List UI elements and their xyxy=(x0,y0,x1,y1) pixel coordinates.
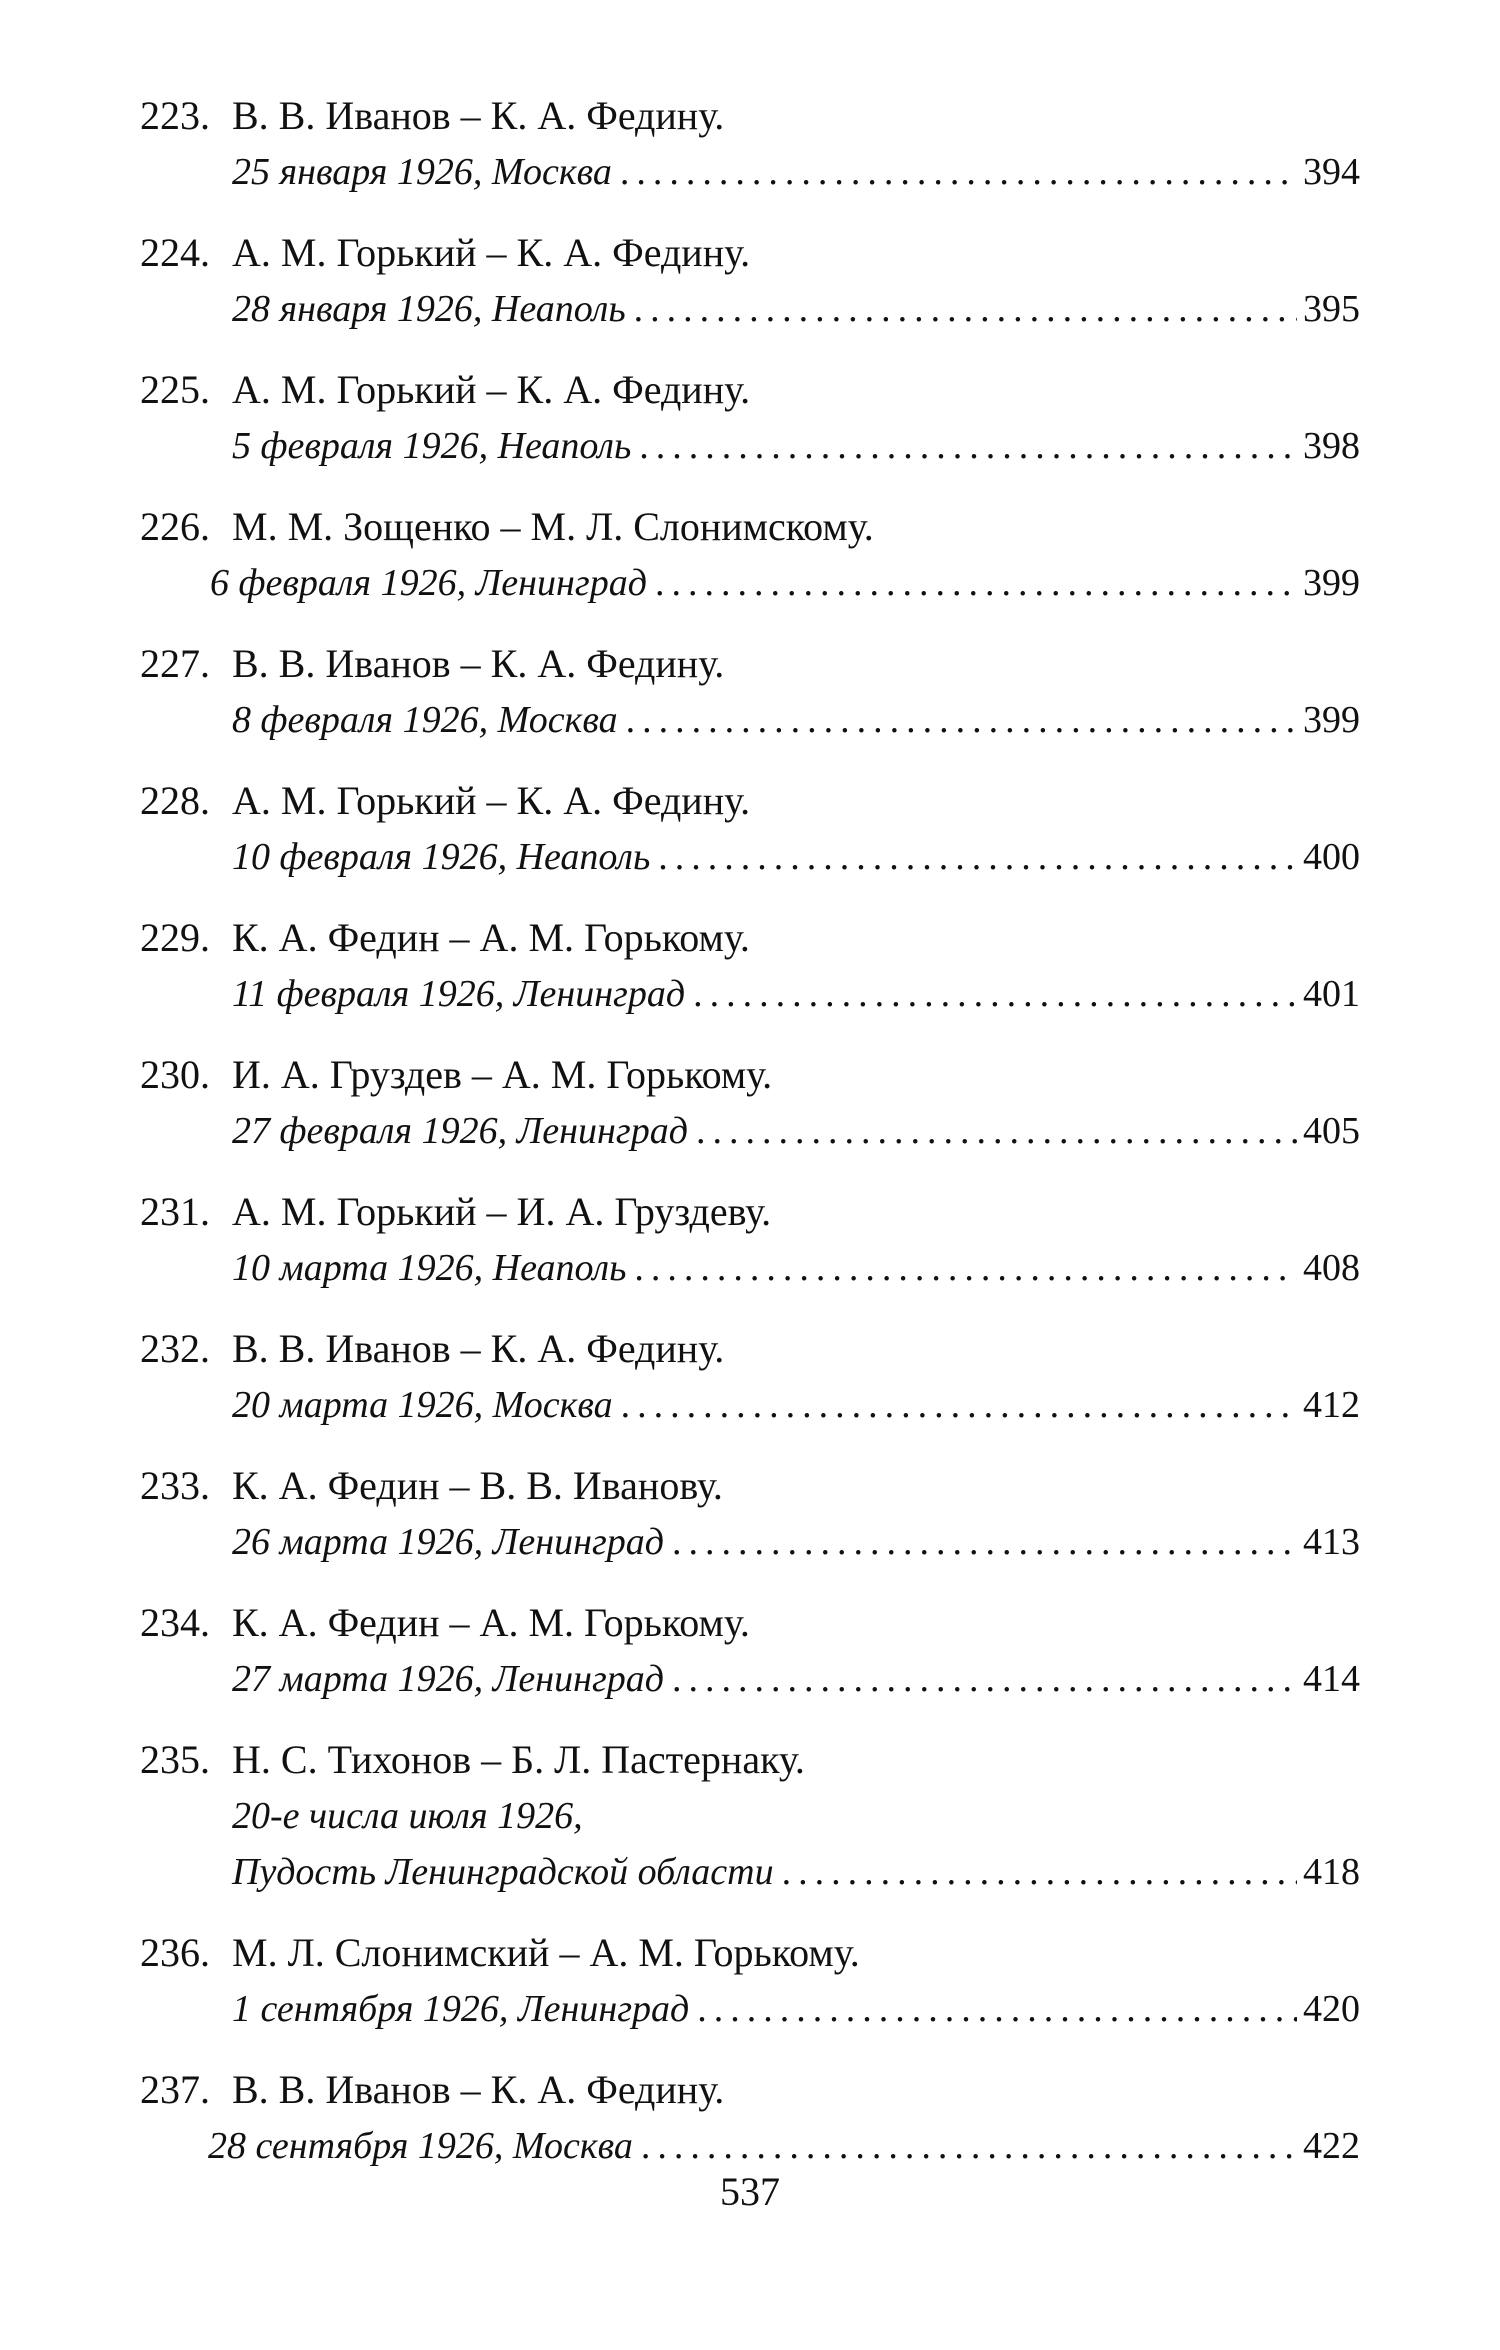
toc-entry-228 xyxy=(140,773,1360,885)
toc-entry-235 xyxy=(140,1732,1360,1900)
entry-date-place: 28 января 1926, Неаполь xyxy=(232,288,626,330)
toc-entry-234 xyxy=(140,1595,1360,1707)
entry-title: Н. С. Тихонов – Б. Л. Пастернаку. xyxy=(232,1737,805,1782)
entry-page: 399 xyxy=(1303,699,1360,741)
entry-title: М. М. Зощенко – М. Л. Слонимскому. xyxy=(232,504,874,549)
entry-number: 223. xyxy=(140,93,210,138)
entry-page: 418 xyxy=(1303,1851,1360,1893)
leader-dots xyxy=(621,1377,1297,1433)
toc-entry-230 xyxy=(140,1047,1360,1159)
toc-entry-226 xyxy=(140,499,1360,611)
entry-number: 230. xyxy=(140,1052,210,1097)
leader-dots xyxy=(672,1651,1297,1707)
entry-date-place: 20 марта 1926, Москва xyxy=(232,1384,613,1426)
toc-entry-229 xyxy=(140,910,1360,1022)
entry-page: 398 xyxy=(1303,425,1360,467)
entry-number: 234. xyxy=(140,1600,210,1645)
entry-number: 228. xyxy=(140,778,210,823)
leader-dots xyxy=(639,418,1297,474)
page-number: 537 xyxy=(720,2169,780,2214)
entry-title: В. В. Иванов – К. А. Федину. xyxy=(232,1326,725,1371)
entry-page: 412 xyxy=(1303,1384,1360,1426)
entry-page: 400 xyxy=(1303,836,1360,878)
entry-title: И. А. Груздев – А. М. Горькому. xyxy=(232,1052,773,1097)
entry-number: 225. xyxy=(140,367,210,412)
entry-title: А. М. Горький – И. А. Груздеву. xyxy=(232,1189,772,1234)
toc-entry-231 xyxy=(140,1184,1360,1296)
entry-title: М. Л. Слонимский – А. М. Горькому. xyxy=(232,1930,860,1975)
entry-number: 227. xyxy=(140,641,210,686)
leader-dots xyxy=(658,829,1297,885)
entry-title: А. М. Горький – К. А. Федину. xyxy=(232,230,751,275)
entry-number: 232. xyxy=(140,1326,210,1371)
entry-date-place: 5 февраля 1926, Неаполь xyxy=(232,425,632,467)
entry-date-place: 8 февраля 1926, Москва xyxy=(232,699,618,741)
toc-entry-237 xyxy=(140,2062,1360,2174)
entry-page: 395 xyxy=(1303,288,1360,330)
toc-entry-236 xyxy=(140,1925,1360,2037)
entry-title: В. В. Иванов – К. А. Федину. xyxy=(232,2067,725,2112)
entry-title: В. В. Иванов – К. А. Федину. xyxy=(232,93,725,138)
entry-title: К. А. Федин – А. М. Горькому. xyxy=(232,915,750,960)
entry-date-line: 20-е числа июля 1926, xyxy=(232,1795,583,1837)
leader-dots xyxy=(641,2118,1297,2174)
entry-date-place: 10 февраля 1926, Неаполь xyxy=(232,836,651,878)
toc-entry-225 xyxy=(140,362,1360,474)
entry-page: 408 xyxy=(1303,1247,1360,1289)
entry-page: 405 xyxy=(1303,1110,1360,1152)
entry-page: 422 xyxy=(1303,2125,1360,2167)
entry-date-place: 26 марта 1926, Ленинград xyxy=(232,1521,665,1563)
entry-title: К. А. Федин – В. В. Иванову. xyxy=(232,1463,723,1508)
entry-title: В. В. Иванов – К. А. Федину. xyxy=(232,641,725,686)
entry-number: 231. xyxy=(140,1189,210,1234)
leader-dots xyxy=(696,1103,1297,1159)
entry-page: 420 xyxy=(1303,1988,1360,2030)
entry-date-place: 27 марта 1926, Ленинград xyxy=(232,1658,665,1700)
entry-page: 413 xyxy=(1303,1521,1360,1563)
leader-dots xyxy=(672,1514,1297,1570)
entry-number: 237. xyxy=(140,2067,210,2112)
entry-number: 233. xyxy=(140,1463,210,1508)
entry-date-place: 10 марта 1926, Неаполь xyxy=(232,1247,627,1289)
toc-entry-223 xyxy=(140,88,1360,200)
entry-number: 226. xyxy=(140,504,210,549)
leader-dots xyxy=(620,144,1297,200)
entry-number: 235. xyxy=(140,1737,210,1782)
entry-page: 399 xyxy=(1303,562,1360,604)
entry-number: 236. xyxy=(140,1930,210,1975)
entry-title: А. М. Горький – К. А. Федину. xyxy=(232,367,751,412)
leader-dots xyxy=(655,555,1297,611)
toc-entry-233 xyxy=(140,1458,1360,1570)
entry-page: 414 xyxy=(1303,1658,1360,1700)
leader-dots xyxy=(693,966,1297,1022)
leader-dots xyxy=(634,1240,1297,1296)
leader-dots xyxy=(782,1844,1297,1900)
entry-date-place: 1 сентября 1926, Ленинград xyxy=(232,1988,690,2030)
entry-date-place: 25 января 1926, Москва xyxy=(232,151,612,193)
leader-dots xyxy=(626,692,1297,748)
leader-dots xyxy=(634,281,1297,337)
toc-entry-227 xyxy=(140,636,1360,748)
entry-page: 401 xyxy=(1303,973,1360,1015)
table-of-contents xyxy=(140,88,1360,2199)
toc-entry-232 xyxy=(140,1321,1360,1433)
entry-title: К. А. Федин – А. М. Горькому. xyxy=(232,1600,750,1645)
entry-date-place: 28 сентября 1926, Москва xyxy=(208,2125,633,2167)
entry-date-place: 27 февраля 1926, Ленинград xyxy=(232,1110,688,1152)
leader-dots xyxy=(697,1981,1297,2037)
entry-page: 394 xyxy=(1303,151,1360,193)
entry-number: 224. xyxy=(140,230,210,275)
entry-date-place: Пудость Ленинградской области xyxy=(232,1851,774,1893)
entry-title: А. М. Горький – К. А. Федину. xyxy=(232,778,751,823)
entry-date-place: 11 февраля 1926, Ленинград xyxy=(232,973,686,1015)
toc-entry-224 xyxy=(140,225,1360,337)
entry-number: 229. xyxy=(140,915,210,960)
entry-date-place: 6 февраля 1926, Ленинград xyxy=(210,562,647,604)
